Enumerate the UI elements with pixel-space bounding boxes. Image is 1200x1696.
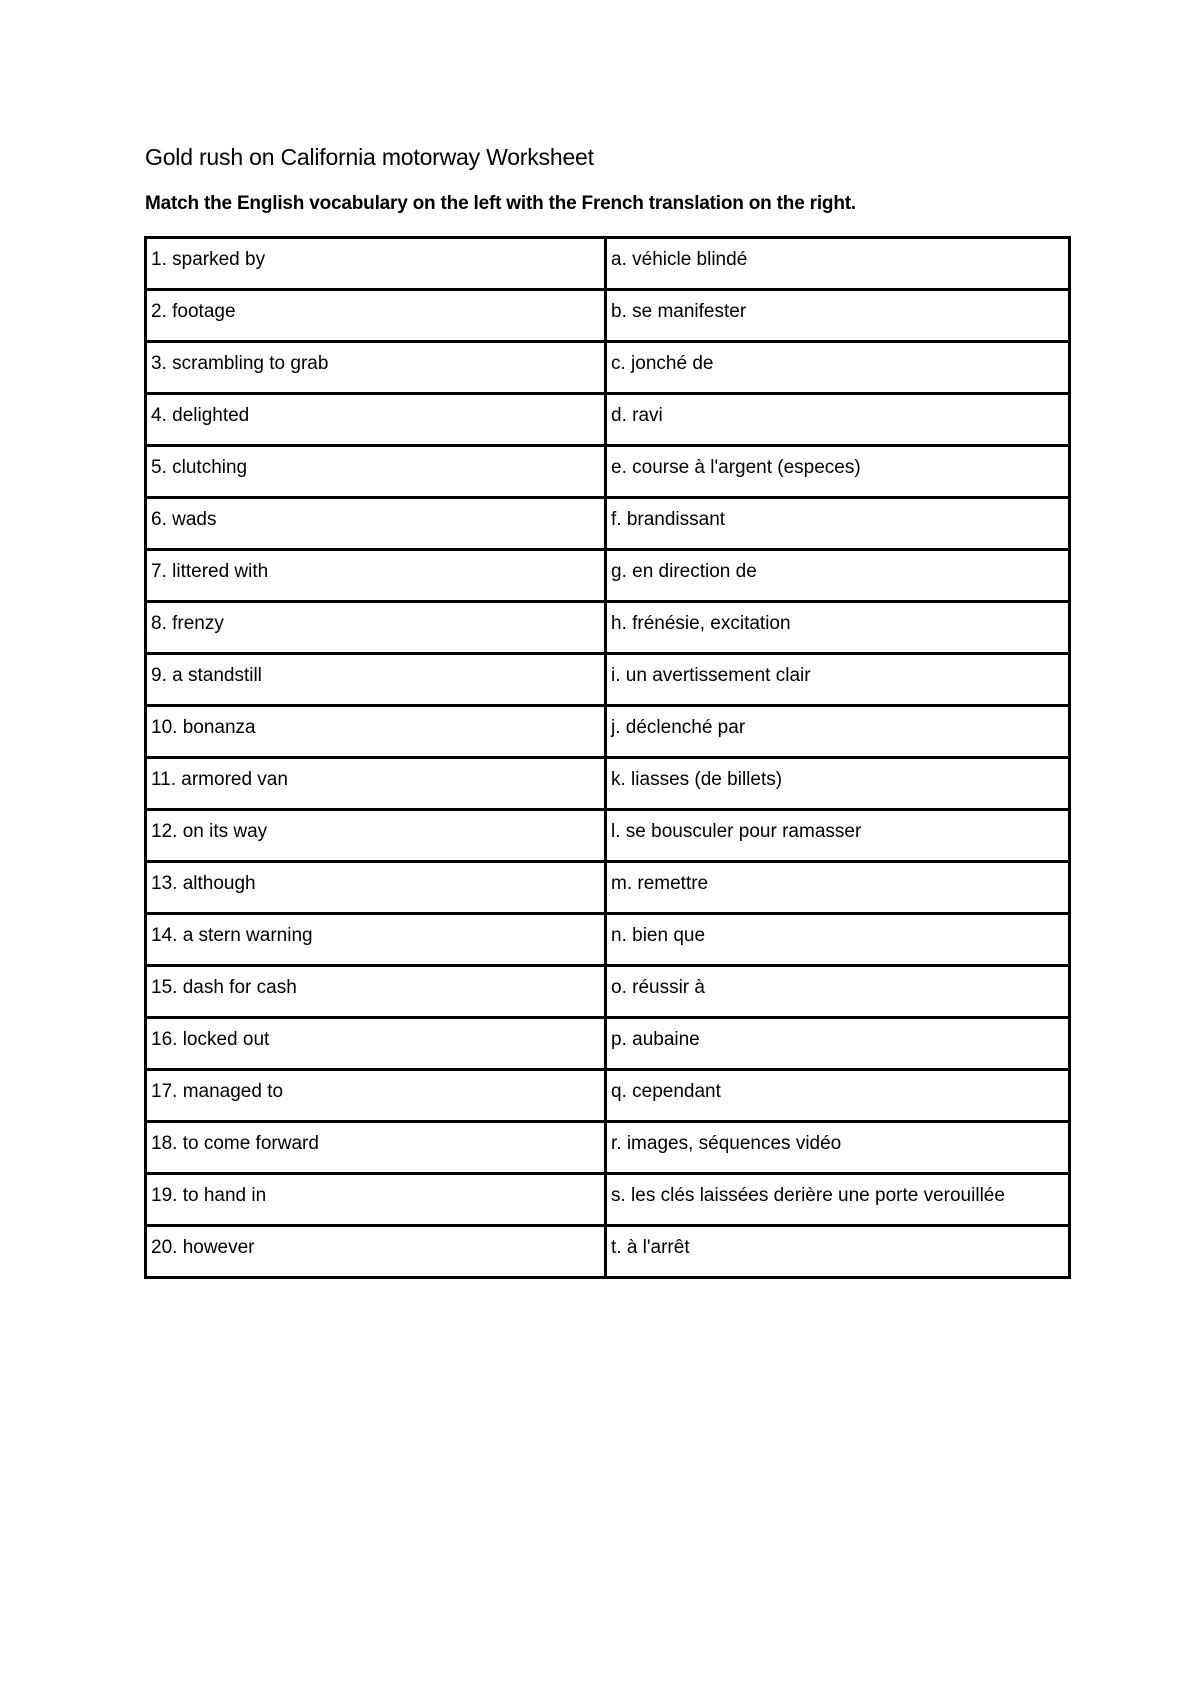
- english-term-cell: 2. footage: [146, 290, 606, 342]
- english-term-cell: 20. however: [146, 1226, 606, 1278]
- english-term-cell: 5. clutching: [146, 446, 606, 498]
- english-term-cell: 12. on its way: [146, 810, 606, 862]
- table-row: [146, 394, 1070, 446]
- french-translation-cell: l. se bousculer pour ramasser: [606, 810, 1070, 862]
- french-translation-cell: j. déclenché par: [606, 706, 1070, 758]
- french-translation-cell: f. brandissant: [606, 498, 1070, 550]
- table-row: [146, 654, 1070, 706]
- french-translation-cell: c. jonché de: [606, 342, 1070, 394]
- french-translation-cell: o. réussir à: [606, 966, 1070, 1018]
- table-row: [146, 1226, 1070, 1278]
- french-translation-cell: d. ravi: [606, 394, 1070, 446]
- english-term-cell: 4. delighted: [146, 394, 606, 446]
- english-term-cell: 14. a stern warning: [146, 914, 606, 966]
- english-term-cell: 16. locked out: [146, 1018, 606, 1070]
- worksheet-title: Gold rush on California motorway Worksheet: [145, 144, 594, 170]
- table-row: [146, 550, 1070, 602]
- french-translation-cell: r. images, séquences vidéo: [606, 1122, 1070, 1174]
- table-row: [146, 862, 1070, 914]
- english-term-cell: 19. to hand in: [146, 1174, 606, 1226]
- table-row: [146, 446, 1070, 498]
- english-term-cell: 3. scrambling to grab: [146, 342, 606, 394]
- french-translation-cell: k. liasses (de billets): [606, 758, 1070, 810]
- english-term-cell: 18. to come forward: [146, 1122, 606, 1174]
- table-row: [146, 1174, 1070, 1226]
- table-row: [146, 498, 1070, 550]
- table-row: [146, 238, 1070, 290]
- table-row: [146, 602, 1070, 654]
- table-row: [146, 914, 1070, 966]
- table-row: [146, 810, 1070, 862]
- table-row: [146, 758, 1070, 810]
- table-row: [146, 290, 1070, 342]
- french-translation-cell: q. cependant: [606, 1070, 1070, 1122]
- english-term-cell: 9. a standstill: [146, 654, 606, 706]
- vocabulary-table: [144, 236, 1071, 1279]
- french-translation-cell: t. à l'arrêt: [606, 1226, 1070, 1278]
- english-term-cell: 1. sparked by: [146, 238, 606, 290]
- french-translation-cell: p. aubaine: [606, 1018, 1070, 1070]
- french-translation-cell: m. remettre: [606, 862, 1070, 914]
- french-translation-cell: b. se manifester: [606, 290, 1070, 342]
- table-row: [146, 1070, 1070, 1122]
- french-translation-cell: i. un avertissement clair: [606, 654, 1070, 706]
- english-term-cell: 17. managed to: [146, 1070, 606, 1122]
- french-translation-cell: g. en direction de: [606, 550, 1070, 602]
- table-row: [146, 1018, 1070, 1070]
- english-term-cell: 7. littered with: [146, 550, 606, 602]
- table-row: [146, 1122, 1070, 1174]
- english-term-cell: 8. frenzy: [146, 602, 606, 654]
- table-row: [146, 706, 1070, 758]
- french-translation-cell: s. les clés laissées derière une porte verouillée: [606, 1174, 1070, 1226]
- english-term-cell: 6. wads: [146, 498, 606, 550]
- table-row: [146, 966, 1070, 1018]
- french-translation-cell: a. véhicle blindé: [606, 238, 1070, 290]
- english-term-cell: 13. although: [146, 862, 606, 914]
- table-row: [146, 342, 1070, 394]
- french-translation-cell: h. frénésie, excitation: [606, 602, 1070, 654]
- english-term-cell: 10. bonanza: [146, 706, 606, 758]
- english-term-cell: 15. dash for cash: [146, 966, 606, 1018]
- english-term-cell: 11. armored van: [146, 758, 606, 810]
- french-translation-cell: n. bien que: [606, 914, 1070, 966]
- french-translation-cell: e. course à l'argent (especes): [606, 446, 1070, 498]
- worksheet-instructions: Match the English vocabulary on the left with the French translation on the right.: [145, 193, 856, 214]
